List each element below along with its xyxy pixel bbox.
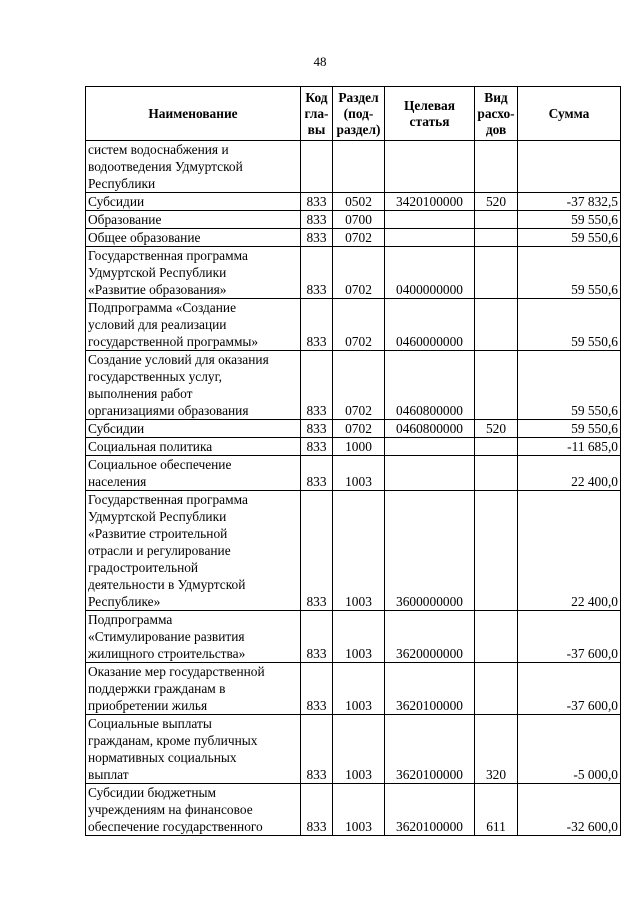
row-expense: 611	[475, 784, 518, 836]
header-chapter-line: Код	[305, 89, 328, 105]
row-amount: -37 832,5	[518, 193, 621, 211]
row-name-line: гражданам, кроме публичных	[88, 733, 258, 748]
row-name-line: Республики	[88, 176, 156, 191]
row-name-line: Социальное обеспечение	[88, 457, 232, 472]
row-expense	[475, 351, 518, 420]
table-row	[86, 299, 621, 351]
row-name-line: Создание условий для оказания	[88, 352, 269, 367]
row-amount: 22 400,0	[518, 491, 621, 611]
budget-table	[85, 86, 621, 836]
row-name	[86, 491, 301, 611]
row-section: 1003	[333, 491, 385, 611]
row-name-line: Удмуртской Республики	[88, 265, 227, 280]
row-name	[86, 141, 301, 193]
row-name	[86, 611, 301, 663]
row-target	[385, 438, 475, 456]
row-expense: 320	[475, 715, 518, 784]
row-expense	[475, 299, 518, 351]
row-amount: 22 400,0	[518, 456, 621, 491]
row-name	[86, 438, 301, 456]
table-row	[86, 611, 621, 663]
row-section: 0502	[333, 193, 385, 211]
row-section: 0702	[333, 229, 385, 247]
row-name-line: Удмуртской Республики	[88, 509, 227, 524]
header-section-line: раздел)	[336, 121, 381, 137]
row-chapter: 833	[301, 784, 333, 836]
row-expense	[475, 211, 518, 229]
row-section	[333, 141, 385, 193]
row-name	[86, 299, 301, 351]
row-amount: -37 600,0	[518, 611, 621, 663]
row-target: 3420100000	[385, 193, 475, 211]
table-row	[86, 247, 621, 299]
row-target	[385, 141, 475, 193]
row-expense	[475, 491, 518, 611]
header-section-line: Раздел	[338, 89, 379, 105]
row-amount: -5 000,0	[518, 715, 621, 784]
header-section-line: (под-	[343, 105, 374, 121]
row-amount: 59 550,6	[518, 351, 621, 420]
row-expense	[475, 611, 518, 663]
row-amount	[518, 141, 621, 193]
header-name: Наименование	[86, 87, 301, 141]
header-row	[86, 87, 621, 141]
row-amount: -11 685,0	[518, 438, 621, 456]
row-name	[86, 456, 301, 491]
row-name-line: Подпрограмма	[88, 612, 173, 627]
row-section: 1003	[333, 456, 385, 491]
table-row	[86, 715, 621, 784]
row-name-line: выполнения работ	[88, 386, 193, 401]
row-chapter: 833	[301, 211, 333, 229]
row-chapter: 833	[301, 715, 333, 784]
table-row	[86, 193, 621, 211]
row-amount: 59 550,6	[518, 299, 621, 351]
row-name	[86, 247, 301, 299]
row-amount: 59 550,6	[518, 229, 621, 247]
row-target: 0460000000	[385, 299, 475, 351]
header-chapter-line: вы	[307, 121, 326, 137]
row-section: 1000	[333, 438, 385, 456]
row-name-line: водоотведения Удмуртской	[88, 159, 243, 174]
row-name-line: государственных услуг,	[88, 369, 222, 384]
row-section: 1003	[333, 663, 385, 715]
row-name-line: условий для реализации	[88, 317, 227, 332]
row-name-line: поддержки гражданам в	[88, 681, 226, 696]
row-name-line: Социальная политика	[88, 439, 213, 454]
row-target	[385, 211, 475, 229]
row-name-line: Субсидии бюджетным	[88, 785, 216, 800]
row-name-line: нормативных социальных	[88, 750, 237, 765]
table-body	[86, 141, 621, 836]
row-name-line: выплат	[88, 767, 129, 782]
table-row	[86, 438, 621, 456]
row-name-line: обеспечение государственного	[88, 819, 263, 834]
header-target-line: Целевая	[404, 97, 455, 113]
row-name-line: Субсидии	[88, 194, 145, 209]
header-target	[385, 87, 475, 141]
row-name-line: систем водоснабжения и	[88, 142, 229, 157]
header-section	[333, 87, 385, 141]
row-name-line: Государственная программа	[88, 492, 248, 507]
row-amount: 59 550,6	[518, 211, 621, 229]
header-target-line: статья	[409, 113, 450, 129]
row-target: 0460800000	[385, 420, 475, 438]
row-target: 0400000000	[385, 247, 475, 299]
row-name-line: Республике»	[88, 594, 161, 609]
row-section: 0700	[333, 211, 385, 229]
row-chapter: 833	[301, 456, 333, 491]
table-row	[86, 211, 621, 229]
row-amount: -37 600,0	[518, 663, 621, 715]
row-name	[86, 420, 301, 438]
row-name-line: Общее образование	[88, 230, 201, 245]
row-name-line: «Развитие строительной	[88, 526, 228, 541]
row-target	[385, 456, 475, 491]
row-name	[86, 784, 301, 836]
table-row	[86, 784, 621, 836]
row-name-line: организациями образования	[88, 403, 249, 418]
row-name-line: Образование	[88, 212, 162, 227]
row-chapter: 833	[301, 247, 333, 299]
row-expense	[475, 663, 518, 715]
row-name	[86, 193, 301, 211]
row-target	[385, 229, 475, 247]
row-name	[86, 715, 301, 784]
table-row	[86, 141, 621, 193]
header-chapter	[301, 87, 333, 141]
row-name-line: приобретении жилья	[88, 698, 208, 713]
header-expense-line: расхо-	[477, 105, 515, 121]
row-name-line: «Стимулирование развития	[88, 629, 245, 644]
row-section: 1003	[333, 715, 385, 784]
row-expense: 520	[475, 420, 518, 438]
table-row	[86, 491, 621, 611]
row-name-line: отрасли и регулирование	[88, 543, 231, 558]
row-chapter: 833	[301, 351, 333, 420]
row-section: 0702	[333, 247, 385, 299]
row-target: 3620100000	[385, 715, 475, 784]
row-chapter: 833	[301, 611, 333, 663]
header-amount: Сумма	[518, 87, 621, 141]
row-name-line: Подпрограмма «Создание	[88, 300, 237, 315]
row-expense	[475, 438, 518, 456]
row-name-line: Государственная программа	[88, 248, 248, 263]
row-chapter: 833	[301, 438, 333, 456]
row-section: 0702	[333, 420, 385, 438]
row-name	[86, 211, 301, 229]
row-name-line: градостроительной	[88, 560, 199, 575]
row-expense	[475, 141, 518, 193]
row-section: 0702	[333, 351, 385, 420]
row-section: 1003	[333, 784, 385, 836]
table-row	[86, 456, 621, 491]
row-expense: 520	[475, 193, 518, 211]
header-expense	[475, 87, 518, 141]
row-name	[86, 229, 301, 247]
row-target: 3620100000	[385, 784, 475, 836]
row-expense	[475, 456, 518, 491]
row-chapter	[301, 141, 333, 193]
row-name-line: Субсидии	[88, 421, 145, 436]
table-row	[86, 420, 621, 438]
row-amount: 59 550,6	[518, 420, 621, 438]
row-target: 3620000000	[385, 611, 475, 663]
row-name-line: государственной программы»	[88, 334, 259, 349]
row-target: 0460800000	[385, 351, 475, 420]
row-name-line: жилищного строительства»	[88, 646, 246, 661]
row-chapter: 833	[301, 299, 333, 351]
row-chapter: 833	[301, 229, 333, 247]
row-amount: 59 550,6	[518, 247, 621, 299]
row-target: 3600000000	[385, 491, 475, 611]
page-number: 48	[313, 54, 327, 69]
row-name-line: «Развитие образования»	[88, 282, 227, 297]
row-chapter: 833	[301, 663, 333, 715]
row-name	[86, 351, 301, 420]
row-amount: -32 600,0	[518, 784, 621, 836]
row-section: 1003	[333, 611, 385, 663]
row-name-line: деятельности в Удмуртской	[88, 577, 246, 592]
row-expense	[475, 229, 518, 247]
row-name-line: учреждениям на финансовое	[88, 802, 253, 817]
row-chapter: 833	[301, 193, 333, 211]
table-row	[86, 663, 621, 715]
row-chapter: 833	[301, 420, 333, 438]
header-expense-line: дов	[485, 121, 507, 137]
row-name-line: Социальные выплаты	[88, 716, 212, 731]
row-chapter: 833	[301, 491, 333, 611]
header-expense-line: Вид	[484, 89, 508, 105]
row-expense	[475, 247, 518, 299]
row-name-line: населения	[88, 474, 147, 489]
header-chapter-line: гла-	[304, 105, 329, 121]
table-row	[86, 351, 621, 420]
row-name-line: Оказание мер государственной	[88, 664, 265, 679]
row-section: 0702	[333, 299, 385, 351]
row-name	[86, 663, 301, 715]
row-target: 3620100000	[385, 663, 475, 715]
table-row	[86, 229, 621, 247]
